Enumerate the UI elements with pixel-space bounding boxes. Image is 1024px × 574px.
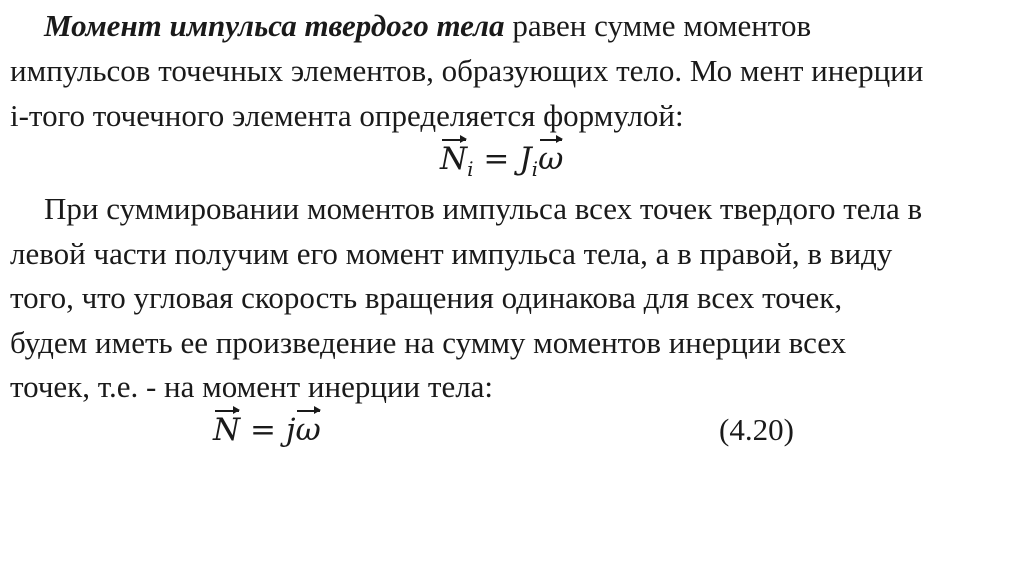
symbol-J: J [519, 141, 532, 177]
symbol-j: j [285, 412, 296, 448]
equals-sign: = [473, 141, 520, 177]
vector-N: N [440, 141, 468, 177]
paragraph2-line2: левой части получим его момент импульса тела, а в правой, в виду [10, 236, 893, 271]
paragraph2-line4: будем иметь ее произведение на сумму моментов инерции всех [10, 325, 847, 360]
paragraph2-line1: При суммировании моментов импульса всех точек твердого тела в [44, 191, 923, 226]
equals-sign-2: = [240, 412, 286, 448]
paragraph2-line3: того, что угловая скорость вращения одинакова для всех точек, [10, 280, 843, 315]
vector-N-total: N [213, 412, 241, 448]
paragraph1-line1 [44, 8, 811, 44]
paragraph1-line2: импульсов точечных элементов, образующих тело. Мо мент инерции [10, 53, 924, 88]
paragraph1-line1-rest: равен сумме моментов [504, 8, 812, 43]
vector-omega-2: ω [295, 412, 321, 448]
paragraph2-line5: точек, т.е. - на момент инерции тела: [10, 369, 494, 404]
vector-omega: ω [538, 141, 564, 177]
equation-number: (4.20) [719, 412, 794, 447]
subscript-i: i [467, 157, 474, 181]
paragraph1-line3: i-того точечного элемента определяется формулой: [10, 98, 684, 133]
formula-point-element [440, 141, 563, 180]
formula-rigid-body [213, 412, 321, 448]
subscript-i-2: i [531, 157, 539, 181]
term-angular-momentum-rigid-body: Момент импульса твердого тела [44, 8, 505, 43]
